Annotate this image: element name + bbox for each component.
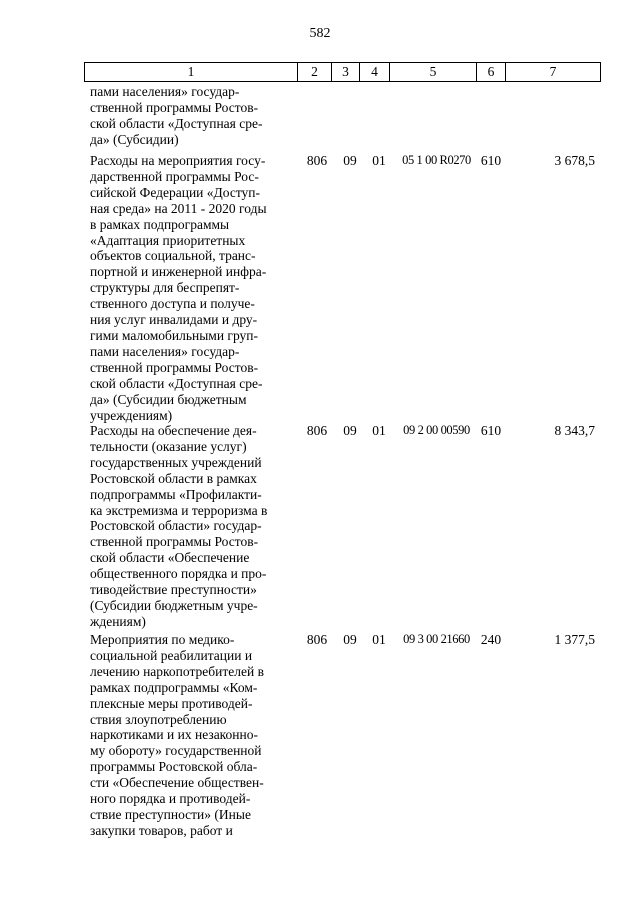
header-col-7: 7 <box>505 62 601 82</box>
header-col-5: 5 <box>389 62 477 82</box>
row-col-7: 1 377,5 <box>554 632 595 647</box>
row-col-3: 09 <box>343 153 357 168</box>
row-col-7: 8 343,7 <box>554 423 595 438</box>
header-col-4: 4 <box>359 62 390 82</box>
header-col-2: 2 <box>297 62 332 82</box>
row-col-4: 01 <box>372 632 386 647</box>
row-col-5: 09 3 00 21660 <box>403 632 470 646</box>
page-number: 582 <box>309 26 331 41</box>
row-col-5: 09 2 00 00590 <box>403 423 470 437</box>
row-col-2: 806 <box>306 153 328 168</box>
row-description: Мероприятия по медико- социальной реабилитации и лечению наркопотребителей в рамках подпрограммы «Ком- плексные меры противодей- ствия злоупотреблению наркотиками и их незаконно- му обороту» государственной программы Ростовской обла- сти «Обеспечение обществен- ного порядка и противодей- ствие преступности» (Иные закупки товаров, работ и <box>90 632 264 838</box>
header-col-3: 3 <box>331 62 360 82</box>
row-description: Расходы на обеспечение дея- тельности (оказание услуг) государственных учреждений Ростовской области в рамках подпрограммы «Профилакти- ка экстремизма и терроризма в Ростовской области» государ- ственной программы Ростов- ской области «Обеспечение общественного порядка и про- тиводействие преступности» (Субсидии бюджетным учре- ждениям) <box>90 423 268 629</box>
row-col-2: 806 <box>306 423 328 438</box>
row-col-6: 610 <box>480 153 502 168</box>
row-col-6: 240 <box>480 632 502 647</box>
row-col-5: 05 1 00 R0270 <box>402 153 471 167</box>
row-col-4: 01 <box>372 153 386 168</box>
row-col-3: 09 <box>343 423 357 438</box>
header-col-1: 1 <box>84 62 298 82</box>
row-col-6: 610 <box>480 423 502 438</box>
row-description: пами населения» государ- ственной программы Ростов- ской области «Доступная сре- да» (Субсидии) <box>90 84 263 147</box>
row-description: Расходы на мероприятия госу- дарственной программы Рос- сийской Федерации «Доступ- ная среда» на 2011 - 2020 годы в рамках подпрограммы «Адаптация приоритетных объектов социальной, транс- портной и инженерной инфра- структуры для беспрепят- ственного доступа и получе- ния услуг инвалидами и дру- гими маломобильными груп- пами населения» государ- ственной программы Ростов- ской области «Доступная сре- да» (Субсидии бюджетным учреждениям) <box>90 153 267 423</box>
row-col-2: 806 <box>306 632 328 647</box>
table-header <box>84 62 601 82</box>
row-col-7: 3 678,5 <box>554 153 595 168</box>
row-col-4: 01 <box>372 423 386 438</box>
header-col-6: 6 <box>476 62 506 82</box>
row-col-3: 09 <box>343 632 357 647</box>
